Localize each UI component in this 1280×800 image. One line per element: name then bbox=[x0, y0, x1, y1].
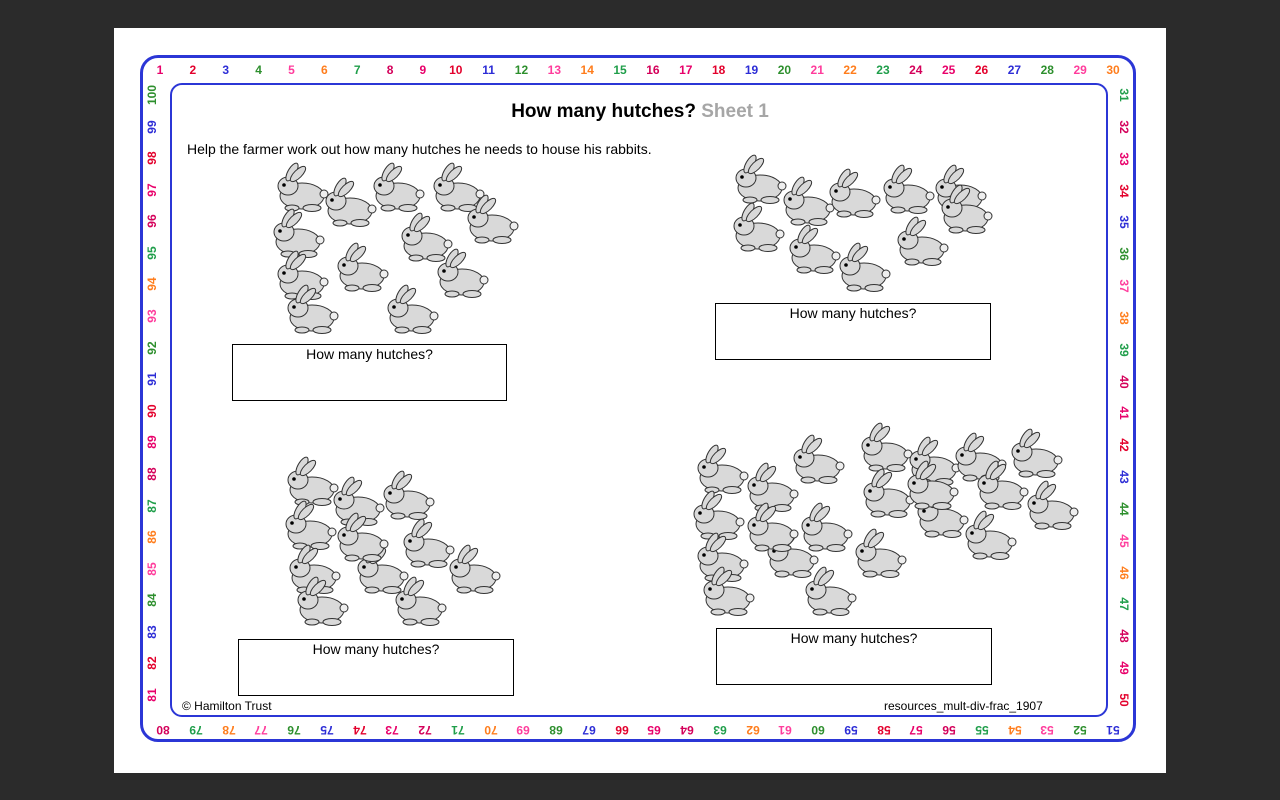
border-number: 75 bbox=[320, 723, 334, 737]
border-number: 67 bbox=[582, 723, 596, 737]
border-number: 27 bbox=[1007, 63, 1022, 77]
border-number: 11 bbox=[482, 63, 495, 77]
answer-box-2[interactable] bbox=[715, 303, 991, 360]
border-number: 5 bbox=[288, 63, 295, 77]
border-number: 78 bbox=[221, 723, 236, 737]
rabbit-icon bbox=[286, 499, 336, 549]
rabbit-icon bbox=[806, 565, 856, 615]
border-number: 84 bbox=[145, 593, 159, 607]
border-number: 51 bbox=[1106, 723, 1120, 737]
border-number: 76 bbox=[287, 723, 301, 737]
rabbit-icon bbox=[374, 161, 424, 211]
rabbit-icon bbox=[396, 575, 446, 625]
rabbit-icon bbox=[274, 207, 324, 257]
rabbit-icon bbox=[966, 509, 1016, 559]
border-number: 72 bbox=[418, 723, 432, 737]
rabbit-icon bbox=[450, 543, 500, 593]
border-number: 66 bbox=[614, 723, 629, 737]
border-number: 68 bbox=[549, 723, 563, 737]
rabbit-icon bbox=[388, 283, 438, 333]
rabbit-icon bbox=[384, 469, 434, 519]
border-number: 1 bbox=[156, 63, 164, 77]
border-number: 97 bbox=[145, 183, 159, 197]
border-number: 7 bbox=[353, 63, 361, 77]
rabbit-icon bbox=[434, 161, 484, 211]
answer-box-4[interactable] bbox=[716, 628, 992, 685]
border-number: 12 bbox=[514, 63, 529, 77]
answer-box-2-label: How many hutches? bbox=[789, 305, 917, 321]
rabbit-icon bbox=[278, 161, 328, 211]
title-text: How many hutches? bbox=[511, 101, 696, 122]
border-number: 3 bbox=[222, 63, 230, 77]
rabbit-icon bbox=[288, 455, 338, 505]
border-number: 70 bbox=[483, 723, 498, 737]
border-number: 77 bbox=[254, 723, 268, 737]
border-number: 9 bbox=[419, 63, 427, 77]
border-number: 39 bbox=[1117, 343, 1131, 357]
border-number: 47 bbox=[1117, 597, 1131, 612]
rabbit-icon bbox=[736, 153, 786, 203]
border-number: 60 bbox=[811, 723, 825, 737]
border-number: 58 bbox=[877, 723, 891, 737]
border-number: 63 bbox=[713, 723, 727, 737]
border-number: 26 bbox=[974, 63, 989, 77]
instruction-text: Help the farmer work out how many hutches he needs to house his rabbits. bbox=[187, 141, 652, 157]
border-number: 44 bbox=[1117, 502, 1131, 516]
border-number: 57 bbox=[909, 723, 924, 737]
border-number: 40 bbox=[1117, 374, 1131, 389]
rabbit-icon bbox=[338, 241, 388, 291]
border-number: 25 bbox=[942, 63, 956, 77]
rabbit-icon bbox=[862, 421, 912, 471]
rabbit-icon bbox=[438, 247, 488, 297]
border-number: 2 bbox=[189, 63, 197, 77]
border-number: 54 bbox=[1008, 723, 1022, 737]
border-number: 69 bbox=[516, 723, 531, 737]
rabbit-icon bbox=[790, 223, 840, 273]
border-number: 92 bbox=[145, 340, 159, 355]
rabbit-icon bbox=[734, 201, 784, 251]
border-number: 32 bbox=[1117, 120, 1131, 134]
rabbit-icon bbox=[784, 175, 834, 225]
border-number: 88 bbox=[145, 467, 159, 481]
answer-box-1-label: How many hutches? bbox=[306, 346, 433, 362]
rabbit-icon bbox=[864, 467, 914, 517]
border-number: 21 bbox=[810, 63, 824, 77]
border-number: 16 bbox=[646, 63, 660, 77]
border-number: 64 bbox=[680, 723, 694, 737]
border-number: 20 bbox=[777, 63, 792, 77]
border-number: 31 bbox=[1117, 88, 1131, 102]
border-number: 93 bbox=[145, 309, 159, 323]
border-number: 96 bbox=[145, 214, 159, 228]
rabbit-icon bbox=[840, 241, 890, 291]
border-number: 52 bbox=[1073, 723, 1087, 737]
copyright-text: © Hamilton Trust bbox=[182, 699, 272, 713]
border-number: 74 bbox=[352, 723, 367, 737]
answer-box-3-label: How many hutches? bbox=[312, 641, 440, 657]
border-number: 94 bbox=[145, 277, 159, 292]
border-number: 19 bbox=[744, 63, 759, 77]
border-number: 17 bbox=[679, 63, 693, 77]
rabbit-icon bbox=[694, 489, 744, 539]
answer-box-1[interactable] bbox=[232, 344, 507, 401]
border-number: 29 bbox=[1073, 63, 1087, 77]
border-number: 79 bbox=[189, 723, 203, 737]
border-number: 15 bbox=[613, 63, 627, 77]
border-number: 85 bbox=[145, 562, 159, 576]
border-number: 87 bbox=[145, 498, 159, 513]
rabbit-icon bbox=[856, 527, 906, 577]
border-number: 99 bbox=[145, 119, 159, 134]
rabbit-icon bbox=[402, 211, 452, 261]
border-number: 91 bbox=[145, 372, 159, 386]
border-number: 89 bbox=[145, 435, 159, 450]
border-number: 61 bbox=[778, 723, 793, 737]
rabbit-icon bbox=[830, 167, 880, 217]
rabbit-icon bbox=[794, 433, 844, 483]
rabbit-icon bbox=[404, 517, 454, 567]
border-number: 98 bbox=[145, 151, 159, 165]
border-number: 38 bbox=[1117, 311, 1131, 325]
border-number: 50 bbox=[1117, 693, 1131, 707]
border-number: 24 bbox=[909, 63, 923, 77]
border-number: 34 bbox=[1117, 183, 1131, 198]
rabbit-icon bbox=[898, 215, 948, 265]
border-number: 53 bbox=[1040, 723, 1055, 737]
sheet-label: Sheet 1 bbox=[701, 101, 769, 122]
border-number: 6 bbox=[320, 63, 328, 77]
border-number: 37 bbox=[1117, 279, 1131, 293]
border-number: 42 bbox=[1117, 438, 1131, 452]
border-number: 10 bbox=[449, 63, 463, 77]
border-number: 18 bbox=[711, 63, 726, 77]
border-number: 100 bbox=[145, 84, 159, 106]
border-number: 73 bbox=[385, 723, 399, 737]
border-number: 41 bbox=[1117, 406, 1131, 421]
border-number: 46 bbox=[1117, 565, 1131, 580]
rabbit-icon bbox=[748, 461, 798, 511]
border-number: 81 bbox=[145, 688, 159, 702]
border-number: 80 bbox=[156, 723, 170, 737]
border-number: 33 bbox=[1117, 151, 1131, 166]
border-number: 48 bbox=[1117, 629, 1131, 643]
answer-box-4-label: How many hutches? bbox=[790, 630, 918, 646]
border-number: 90 bbox=[145, 404, 159, 418]
border-number: 86 bbox=[145, 530, 159, 544]
answer-box-3[interactable] bbox=[238, 639, 514, 696]
rabbit-icon bbox=[698, 443, 748, 493]
border-number: 45 bbox=[1117, 534, 1131, 548]
reference-code: resources_mult-div-frac_1907 bbox=[884, 699, 1043, 713]
border-number: 22 bbox=[843, 63, 857, 77]
border-number: 4 bbox=[255, 63, 262, 77]
border-number: 83 bbox=[145, 625, 159, 639]
border-number: 35 bbox=[1117, 215, 1131, 230]
border-number: 28 bbox=[1040, 63, 1054, 77]
border-number: 56 bbox=[942, 723, 956, 737]
border-number: 8 bbox=[386, 63, 394, 77]
border-number: 13 bbox=[547, 63, 562, 77]
border-number: 49 bbox=[1117, 661, 1131, 675]
border-number: 59 bbox=[844, 723, 858, 737]
rabbit-icon bbox=[1028, 479, 1078, 529]
border-number: 55 bbox=[975, 723, 989, 737]
border-number: 65 bbox=[647, 723, 662, 737]
rabbit-icon bbox=[1012, 427, 1062, 477]
border-number: 95 bbox=[145, 246, 159, 260]
border-number: 82 bbox=[145, 656, 159, 671]
border-number: 71 bbox=[451, 723, 465, 737]
border-number: 30 bbox=[1106, 63, 1120, 77]
rabbit-icon bbox=[802, 501, 852, 551]
border-number: 43 bbox=[1117, 470, 1131, 484]
rabbit-icon bbox=[884, 163, 934, 213]
border-number: 14 bbox=[580, 63, 594, 77]
border-number: 62 bbox=[745, 723, 760, 737]
border-number: 36 bbox=[1117, 247, 1131, 261]
border-number: 23 bbox=[876, 63, 890, 77]
rabbit-icon bbox=[326, 176, 376, 226]
